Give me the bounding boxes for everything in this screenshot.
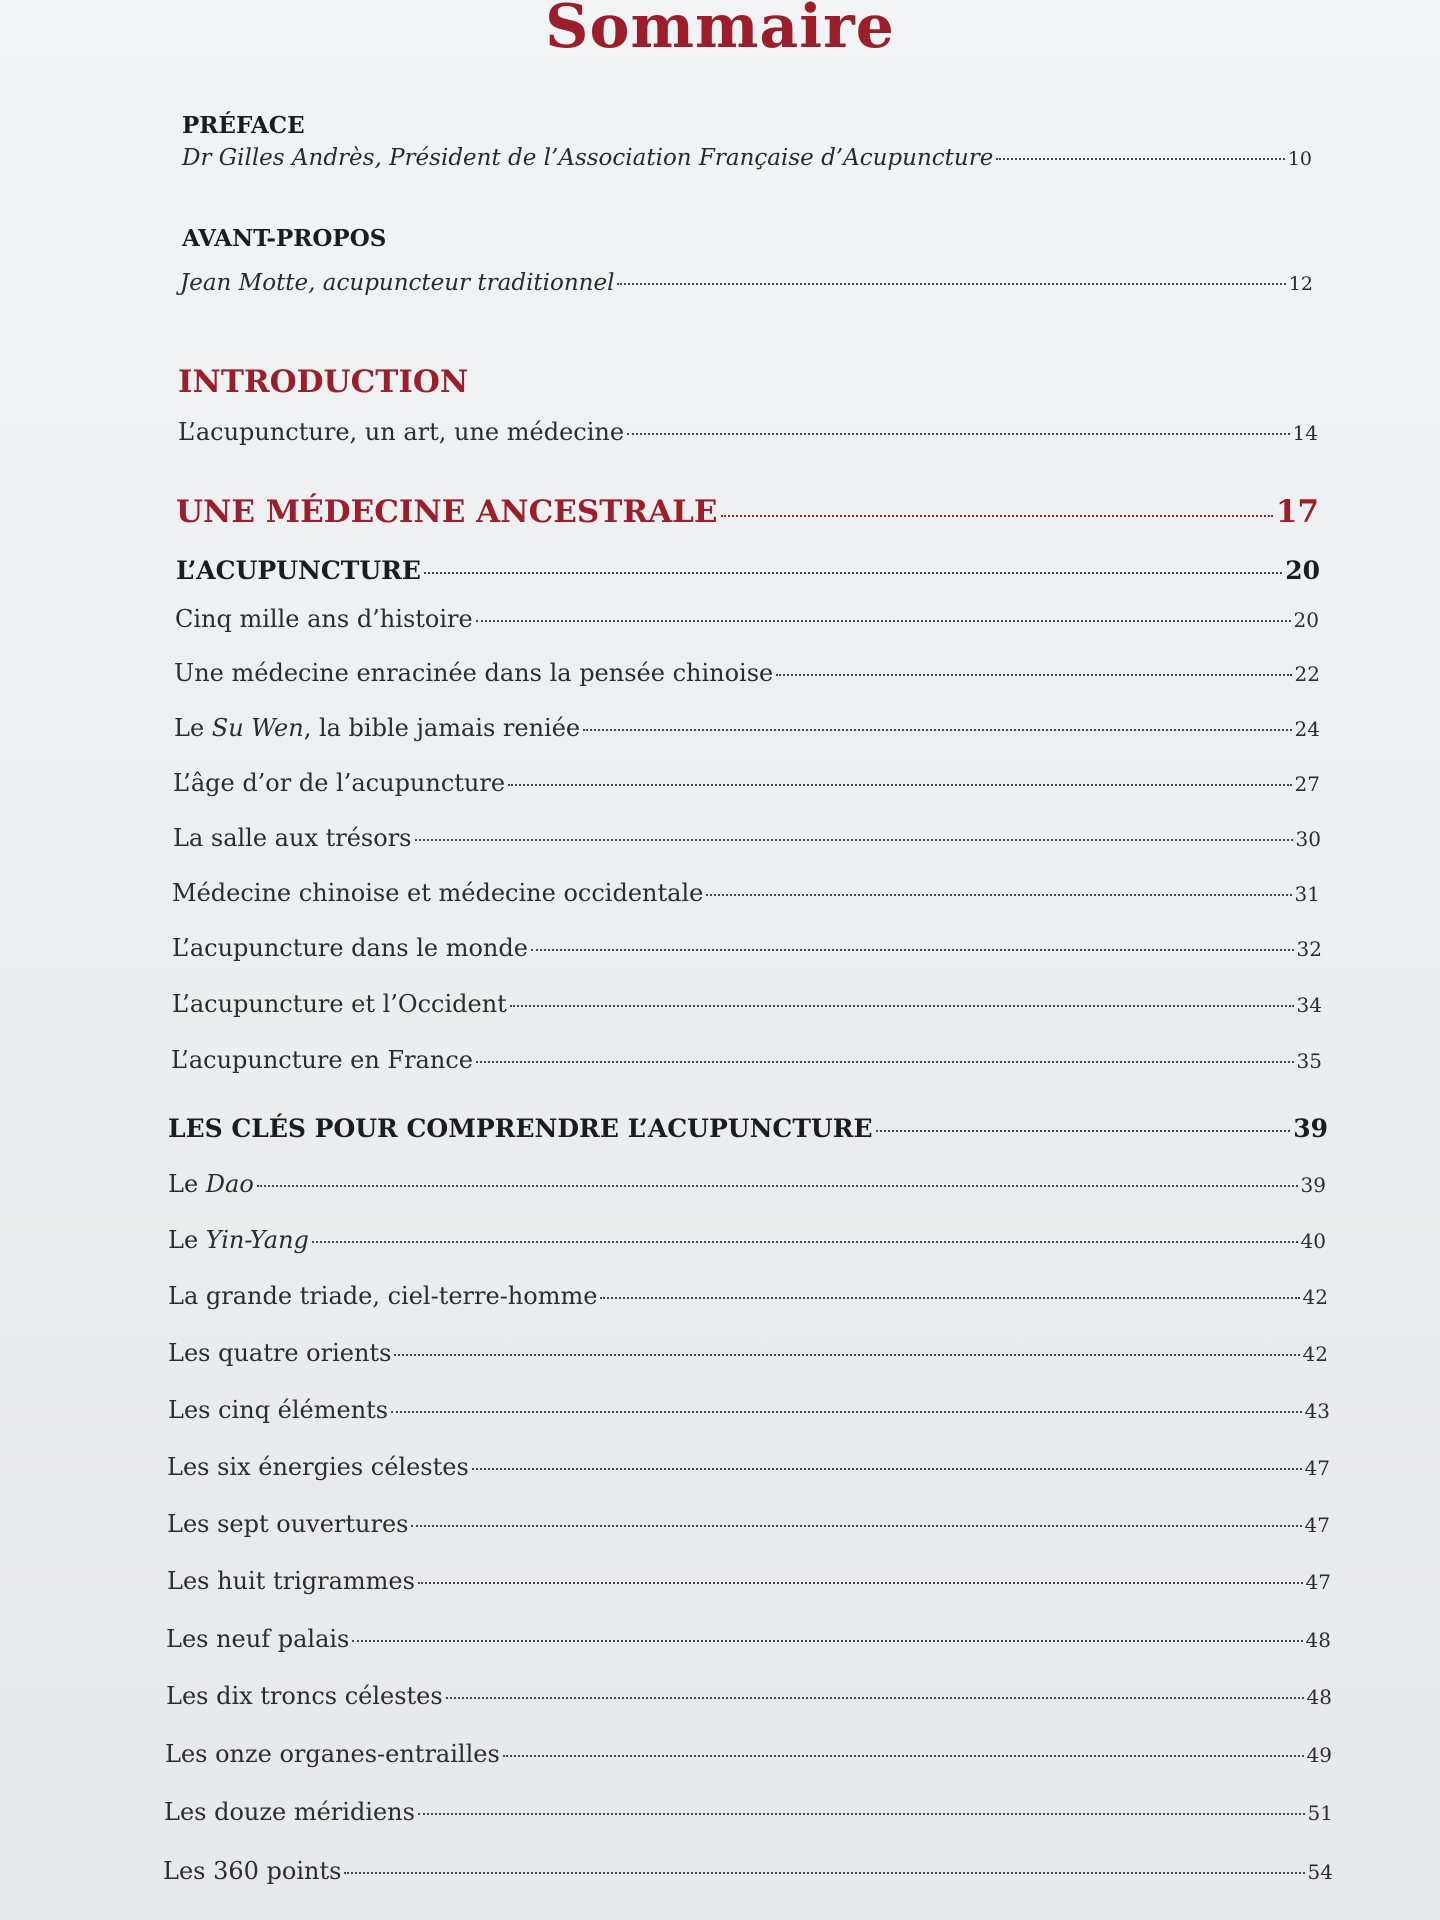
dot-leader bbox=[476, 620, 1291, 622]
toc-entry[interactable] bbox=[174, 659, 1320, 687]
page-number: 27 bbox=[1294, 772, 1320, 796]
dot-leader bbox=[391, 1411, 1301, 1413]
dot-leader bbox=[411, 1525, 1301, 1527]
dot-leader bbox=[472, 1468, 1302, 1470]
dot-leader bbox=[627, 433, 1289, 435]
dot-leader bbox=[344, 1872, 1304, 1874]
toc-entry[interactable] bbox=[166, 1682, 1332, 1710]
toc-entry[interactable] bbox=[166, 1625, 1331, 1653]
page-number: 34 bbox=[1296, 993, 1322, 1017]
dot-leader bbox=[424, 572, 1282, 574]
entry-title: L’ACUPUNCTURE bbox=[176, 556, 421, 585]
entry-title: Le Yin-Yang bbox=[168, 1226, 309, 1254]
toc-entry[interactable] bbox=[168, 1339, 1328, 1367]
toc-entry[interactable] bbox=[168, 1226, 1326, 1254]
page-number: 51 bbox=[1307, 1801, 1333, 1825]
toc-entry-preface[interactable] bbox=[182, 145, 1312, 171]
toc-entry[interactable] bbox=[173, 824, 1321, 852]
page-number: 39 bbox=[1293, 1114, 1328, 1143]
entry-title: Les 360 points bbox=[163, 1857, 342, 1885]
dot-leader bbox=[508, 784, 1291, 786]
dot-leader bbox=[600, 1297, 1299, 1299]
toc-entry[interactable] bbox=[168, 1396, 1330, 1424]
dot-leader bbox=[418, 1582, 1303, 1584]
page-number: 20 bbox=[1285, 556, 1320, 585]
introduction-heading: INTRODUCTION bbox=[178, 364, 469, 400]
toc-entry[interactable] bbox=[173, 769, 1320, 797]
entry-title: Les six énergies célestes bbox=[167, 1453, 469, 1481]
page-number: 30 bbox=[1295, 827, 1321, 851]
entry-title: Les neuf palais bbox=[166, 1625, 350, 1653]
dot-leader bbox=[503, 1755, 1304, 1757]
page-number: 40 bbox=[1300, 1229, 1326, 1253]
entry-title: Médecine chinoise et médecine occidentale bbox=[172, 879, 704, 907]
page-number: 32 bbox=[1296, 937, 1322, 961]
toc-entry[interactable] bbox=[167, 1567, 1331, 1595]
page-number: 42 bbox=[1302, 1342, 1328, 1366]
toc-entry[interactable] bbox=[175, 605, 1319, 633]
dot-leader bbox=[617, 283, 1285, 285]
toc-entry[interactable] bbox=[167, 1453, 1330, 1481]
entry-title: L’âge d’or de l’acupuncture bbox=[173, 769, 506, 797]
entry-title: Les cinq éléments bbox=[168, 1396, 389, 1424]
page-number: 49 bbox=[1306, 1743, 1332, 1767]
entry-title: LES CLÉS POUR COMPRENDRE L’ACUPUNCTURE bbox=[168, 1114, 873, 1143]
entry-title: Les dix troncs célestes bbox=[166, 1682, 443, 1710]
dot-leader bbox=[394, 1354, 1299, 1356]
page-number: 43 bbox=[1304, 1399, 1330, 1423]
toc-entry[interactable] bbox=[167, 1510, 1330, 1538]
dot-leader bbox=[876, 1130, 1291, 1132]
page-title: Sommaire bbox=[545, 0, 895, 62]
preface-heading: PRÉFACE bbox=[182, 112, 305, 139]
dot-leader bbox=[510, 1005, 1294, 1007]
part-heading[interactable] bbox=[176, 494, 1319, 530]
entry-title: Le Su Wen, la bible jamais reniée bbox=[174, 714, 581, 742]
page-number: 17 bbox=[1275, 494, 1319, 530]
toc-entry[interactable] bbox=[163, 1857, 1333, 1885]
entry-title: Jean Motte, acupuncteur traditionnel bbox=[180, 270, 615, 296]
toc-entry-introduction[interactable] bbox=[178, 418, 1318, 446]
section-heading-cles[interactable] bbox=[168, 1114, 1328, 1143]
page-number: 35 bbox=[1296, 1049, 1322, 1073]
dot-leader bbox=[996, 158, 1285, 160]
entry-title: Les douze méridiens bbox=[164, 1798, 415, 1826]
dot-leader bbox=[721, 515, 1273, 517]
toc-entry[interactable] bbox=[174, 714, 1320, 742]
entry-title: Dr Gilles Andrès, Président de l’Association Française d’Acupuncture bbox=[182, 145, 994, 171]
page-number: 31 bbox=[1294, 882, 1320, 906]
dot-leader bbox=[446, 1697, 1304, 1699]
entry-title: La salle aux trésors bbox=[173, 824, 412, 852]
toc-entry[interactable] bbox=[172, 934, 1322, 962]
dot-leader bbox=[352, 1640, 1302, 1642]
page-number: 22 bbox=[1294, 662, 1320, 686]
entry-title: La grande triade, ciel-terre-homme bbox=[168, 1282, 598, 1310]
dot-leader bbox=[312, 1241, 1298, 1243]
toc-entry[interactable] bbox=[172, 879, 1320, 907]
toc-entry[interactable] bbox=[165, 1740, 1332, 1768]
entry-title: Les onze organes-entrailles bbox=[165, 1740, 500, 1768]
dot-leader bbox=[418, 1813, 1305, 1815]
page-number: 47 bbox=[1305, 1570, 1331, 1594]
page-number: 24 bbox=[1294, 717, 1320, 741]
entry-title: UNE MÉDECINE ANCESTRALE bbox=[176, 494, 718, 530]
dot-leader bbox=[706, 894, 1291, 896]
page-number: 39 bbox=[1300, 1173, 1326, 1197]
dot-leader bbox=[476, 1061, 1294, 1063]
entry-title: L’acupuncture dans le monde bbox=[172, 934, 528, 962]
entry-title: Le Dao bbox=[168, 1170, 254, 1198]
toc-entry-avant-propos[interactable] bbox=[180, 270, 1313, 296]
page-number: 47 bbox=[1304, 1513, 1330, 1537]
page-number: 48 bbox=[1306, 1685, 1332, 1709]
entry-title: Une médecine enracinée dans la pensée chinoise bbox=[174, 659, 774, 687]
page-number: 10 bbox=[1287, 148, 1312, 170]
entry-title: Les huit trigrammes bbox=[167, 1567, 415, 1595]
toc-entry[interactable] bbox=[164, 1798, 1333, 1826]
page-number: 54 bbox=[1307, 1860, 1333, 1884]
page-number: 20 bbox=[1293, 608, 1319, 632]
page-number: 12 bbox=[1288, 273, 1313, 295]
page-number: 48 bbox=[1305, 1628, 1331, 1652]
toc-entry[interactable] bbox=[168, 1282, 1328, 1310]
entry-title: Cinq mille ans d’histoire bbox=[175, 605, 473, 633]
toc-entry[interactable] bbox=[171, 1046, 1322, 1074]
dot-leader bbox=[415, 839, 1293, 841]
dot-leader bbox=[776, 674, 1291, 676]
dot-leader bbox=[583, 729, 1291, 731]
entry-title: L’acupuncture et l’Occident bbox=[172, 990, 507, 1018]
page-number: 42 bbox=[1302, 1285, 1328, 1309]
entry-title: Les quatre orients bbox=[168, 1339, 392, 1367]
entry-title: L’acupuncture, un art, une médecine bbox=[178, 418, 625, 446]
page-number: 47 bbox=[1304, 1456, 1330, 1480]
section-heading-acupuncture[interactable] bbox=[176, 556, 1320, 585]
avant-propos-heading: AVANT-PROPOS bbox=[182, 225, 387, 252]
toc-entry[interactable] bbox=[168, 1170, 1326, 1198]
dot-leader bbox=[257, 1185, 1298, 1187]
dot-leader bbox=[531, 949, 1294, 951]
toc-entry[interactable] bbox=[172, 990, 1322, 1018]
entry-title: L’acupuncture en France bbox=[171, 1046, 473, 1074]
entry-title: Les sept ouvertures bbox=[167, 1510, 409, 1538]
page-number: 14 bbox=[1292, 421, 1318, 445]
